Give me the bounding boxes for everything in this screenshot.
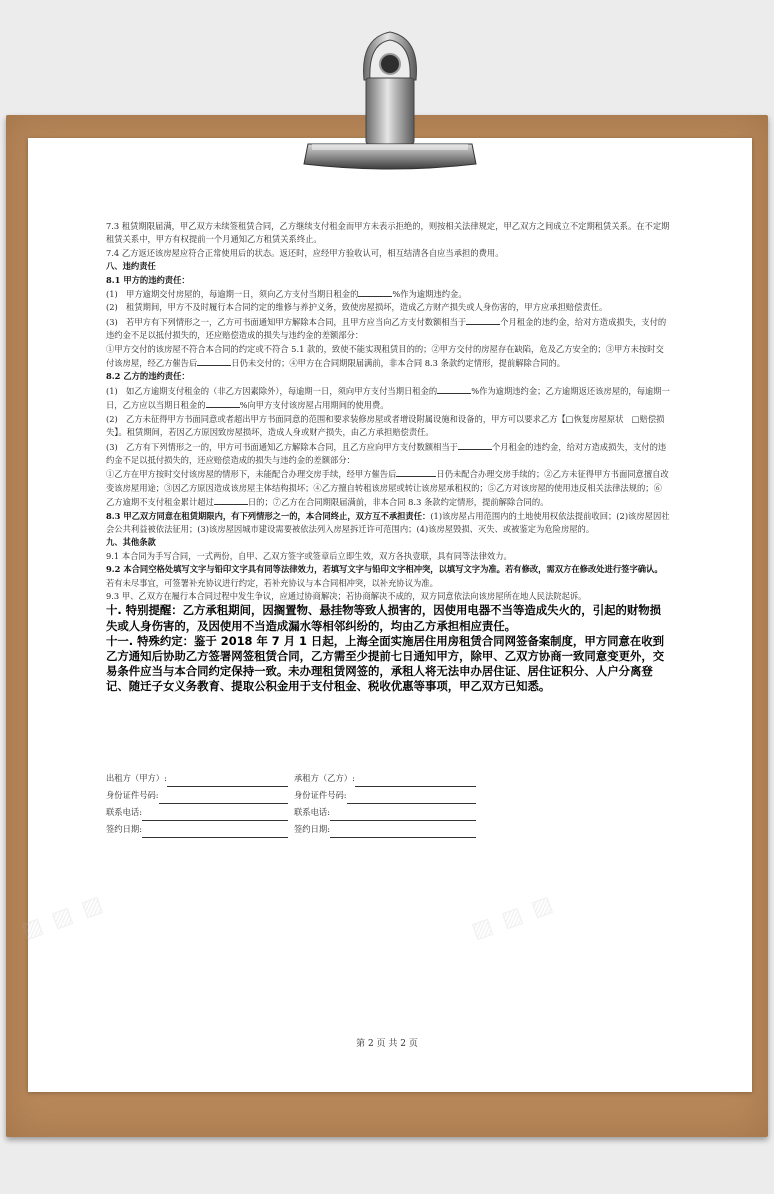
blank-field[interactable] [214,495,248,505]
clause-8-2-3-items: ①乙方在甲方按时交付该房屋的情形下，未能配合办理交房手续，经甲方催告后 日仍未配合办理交房手续的；②乙方未征得甲方书面同意擅自改变该房屋用途；③因乙方原因造成该房屋主体结构损坏；④乙方擅自转租该房屋或转让该房屋承租权的；⑤乙方对该房屋的使用违反相关法律法规的；⑥乙方逾期不支付租金累计超过 日的；⑦乙方在合同期限届满前，非本合同 8.3 条款约定情形，提前解除合同的。 [106,469,669,508]
clause-9-3: 9.3 甲、乙双方在履行本合同过程中发生争议，应通过协商解决；若协商解决不成的，双方同意依法向该房屋所在地人民法院起诉。 [106,590,587,601]
section-10-reminder: 十. 特别提醒：乙方承租期间，因搁置物、悬挂物等致人损害的，因使用电器不当等造成失火的，引起的财物损失或人身伤害的，及因使用不当造成漏水等相邻纠纷的，均由乙方承担相应责任。 [106,603,662,633]
clause-8-2-2: (2) 乙方未征得甲方书面同意或者超出甲方书面同意的范围和要求装修房屋或者增设附属设施和设备的，甲方可以要求乙方【□恢复房屋原状 □赔偿损失】。租赁期间，若因乙方原因致房屋损坏，造成人身或财产损失，由乙方承担赔偿责任。 [106,413,665,438]
clause-8-2-3: (3) 乙方有下列情形之一的，甲方可书面通知乙方解除本合同，且乙方应向甲方支付数额相当于 个月租金的违约金，给对方造成损失，支付的违约金不足以抵付损失的，还应赔偿造成的损失与违约金的差额部分： [106,441,667,465]
date-field-b[interactable] [330,826,476,838]
clause-8-1-3-items: ①甲方交付的该房屋不符合本合同的约定或不符合 5.1 款的，致使不能实现租赁目的的；②甲方交付的房屋存在缺陷，危及乙方安全的；③甲方未按时交付该房屋，经乙方催告后 日仍未交付的；④甲方在合同期限届满前，非本合同 8.3 条款约定情形，提前解除合同的。 [106,343,664,369]
watermark: ▨ ▨ ▨ [468,890,559,945]
signature-block [106,770,506,838]
blank-field[interactable] [206,398,240,408]
blank-field[interactable] [466,315,500,325]
phone-field-a[interactable] [142,809,288,821]
id-label-b: 身份证件号码: [294,790,347,800]
id-field-b[interactable] [347,792,476,804]
lessee-field[interactable] [355,775,476,787]
section-11-special: 十一. 特殊约定：鉴于 2018 年 7 月 1 日起，上海全面实施居住用房租赁合同网签备案制度，甲方同意在收到乙方通知后协助乙方签署网签租赁合同，乙方需至少提前七日通知甲方，除甲、乙双方协商一致同意变更外，交易条件应当与本合同约定保持一致。未办理租赁网签的，承租人将无法申办居住证、居住证积分、人户分离登记、随迁子女义务教育、提取公积金用于支付租金、税收优惠等事项，甲乙双方已知悉。 [106,633,665,694]
clause-8-1-3: (3) 若甲方有下列情形之一，乙方可书面通知甲方解除本合同，且甲方应当向乙方支付数额相当于 个月租金的违约金，给对方造成损失，支付的违约金不足以抵付损失的，还应赔偿造成的损失与违约金的差额部分： [106,316,667,341]
section-8-heading: 八、违约责任 [106,261,156,272]
id-field-a[interactable] [159,792,288,804]
clause-8-1-2: (2) 租赁期间，甲方不及时履行本合同约定的维修与养护义务，致使房屋损坏，造成乙方财产损失或人身伤害的，甲方应承担赔偿责任。 [106,302,608,313]
clause-9-2: 9.2 本合同空格处填写文字与铅印文字具有同等法律效力，若填写文字与铅印文字相冲突，以填写文字为准。若有修改，需双方在修改处进行签字确认。若有未尽事宜，可签署补充协议进行约定，若补充协议与本合同相冲突，以补充协议为准。 [106,564,663,588]
id-label-a: 身份证件号码: [106,790,159,800]
phone-label-b: 联系电话: [294,807,330,817]
blank-field[interactable] [458,440,492,450]
clause-9-1: 9.1 本合同为手写合同，一式两份，自甲、乙双方签字或签章后立即生效，双方各执壹联，具有同等法律效力。 [106,550,512,561]
clause-7-4: 7.4 乙方返还该房屋应符合正常使用后的状态。返还时，应经甲方验收认可，相互结清各自应当承担的费用。 [106,247,504,258]
watermark: ▨ ▨ ▨ [18,890,109,945]
blank-field[interactable] [358,287,392,297]
clause-8-1-1: (1) 甲方逾期交付房屋的，每逾期一日，须向乙方支付当期日租金的 %作为逾期违约金。 [106,289,467,300]
date-field-a[interactable] [142,826,288,838]
lessor-field[interactable] [167,775,288,787]
lessor-label: 出租方（甲方）: [106,773,167,783]
clause-8-3: 8.3 甲乙双方同意在租赁期限内，有下列情形之一的，本合同终止，双方互不承担责任：(1)该房屋占用范围内的土地使用权依法提前收回；(2)该房屋因社会公共利益被依法征用；(3)该房屋因城市建设需要被依法列入房屋拆迁许可范围内；(4)该房屋毁损、灭失、或被鉴定为危险房屋的。 [106,510,670,534]
clause-7-3: 7.3 租赁期限届满，甲乙双方未续签租赁合同，乙方继续支付租金而甲方未表示拒绝的，则按相关法律规定，甲乙双方之间成立不定期租赁关系。在不定期租赁关系中，甲方有权提前一个月通知乙方租赁关系终止。 [106,221,670,245]
date-label-b: 签约日期: [294,824,330,834]
contract-body [106,220,670,695]
page-number: 第 2 页 共 2 页 [356,1039,418,1049]
clause-8-2-1: (1) 如乙方逾期支付租金的（非乙方因素除外），每逾期一日，须向甲方支付当期日租金的 %作为逾期违约金；乙方逾期返还该房屋的，每逾期一日，乙方应以当期日租金的 %向甲方支付该房屋占用期间的使用费。 [106,385,670,411]
phone-label-a: 联系电话: [106,807,142,817]
blank-field[interactable] [396,467,436,477]
blank-field[interactable] [197,356,231,366]
lessee-label: 承租方（乙方）: [294,773,355,783]
date-label-a: 签约日期: [106,824,142,834]
clause-8-1-heading: 8.1 甲方的违约责任： [106,274,190,285]
clause-8-2-heading: 8.2 乙方的违约责任： [106,371,190,382]
section-9-heading: 九、其他条款 [106,537,156,548]
phone-field-b[interactable] [330,809,476,821]
binder-clip-icon [298,18,482,180]
blank-field[interactable] [437,384,471,394]
